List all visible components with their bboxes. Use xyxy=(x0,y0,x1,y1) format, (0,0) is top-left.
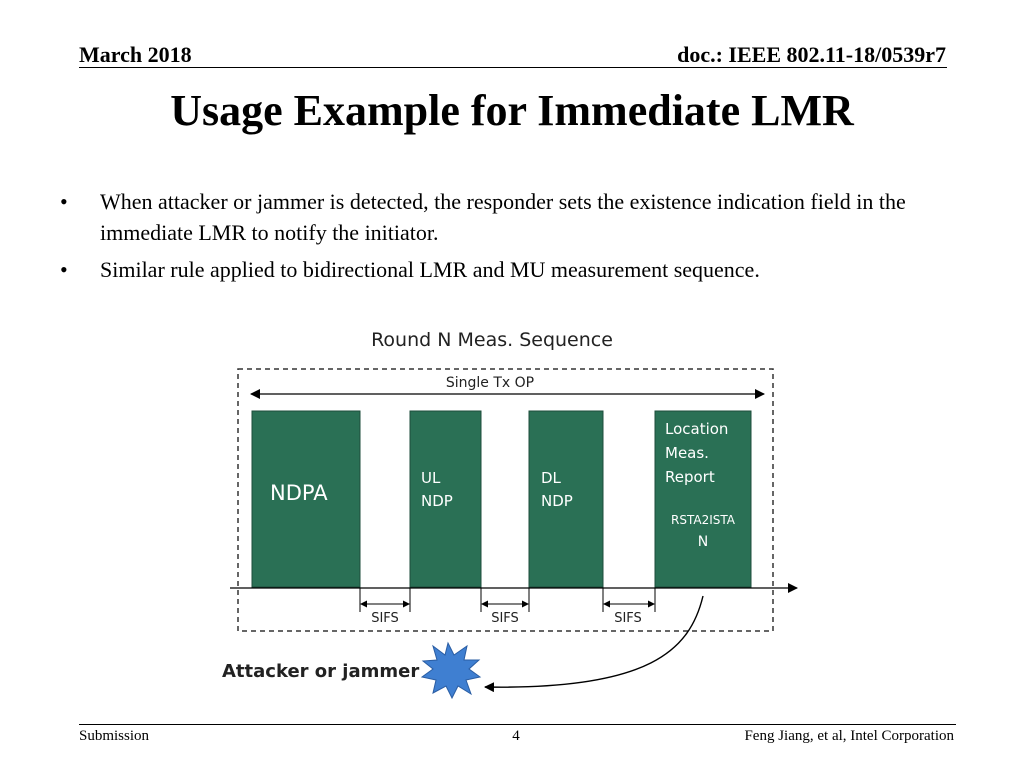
frame-lmr-label-line1: Location xyxy=(665,420,729,438)
jammer-burst-icon xyxy=(422,643,480,698)
sifs-label: SIFS xyxy=(371,611,399,626)
sifs-label: SIFS xyxy=(614,611,642,626)
frame-lmr-label-line2: Meas. xyxy=(665,444,709,462)
bullet-text: When attacker or jammer is detected, the responder sets the existence indication field in the immediate LMR to notify the initiator. xyxy=(100,189,906,245)
txop-label: Single Tx OP xyxy=(445,375,535,391)
diagram-heading: Round N Meas. Sequence xyxy=(371,329,613,351)
attacker-label: Attacker or jammer xyxy=(222,661,420,682)
footer-divider xyxy=(79,724,956,725)
frame-lmr-sub-line2: N xyxy=(697,534,709,550)
frame-dl-ndp-label-line1: DL xyxy=(541,469,561,487)
bullet-text: Similar rule applied to bidirectional LMR and MU measurement sequence. xyxy=(100,257,760,282)
notify-initiator-arrow xyxy=(485,596,703,687)
footer-submission: Submission xyxy=(79,728,150,744)
frame-dl-ndp-label-line2: NDP xyxy=(541,492,573,510)
footer-author: Feng Jiang, et al, Intel Corporation xyxy=(744,728,954,744)
header-doc-id: doc.: IEEE 802.11-18/0539r7 xyxy=(677,42,946,67)
frame-ndpa-label: NDPA xyxy=(270,481,328,505)
bullet-dot: • xyxy=(60,189,68,214)
sifs-label: SIFS xyxy=(491,611,519,626)
slide-title: Usage Example for Immediate LMR xyxy=(170,86,854,135)
header-date: March 2018 xyxy=(79,42,192,67)
bullet-dot: • xyxy=(60,257,68,282)
frame-lmr-sub-line1: RSTA2ISTA xyxy=(671,513,735,527)
footer-page-number: 4 xyxy=(512,728,520,744)
frame-ul-ndp-label-line1: UL xyxy=(421,469,441,487)
frame-ul-ndp-label-line2: NDP xyxy=(421,492,453,510)
frame-lmr-label-line3: Report xyxy=(665,468,715,486)
